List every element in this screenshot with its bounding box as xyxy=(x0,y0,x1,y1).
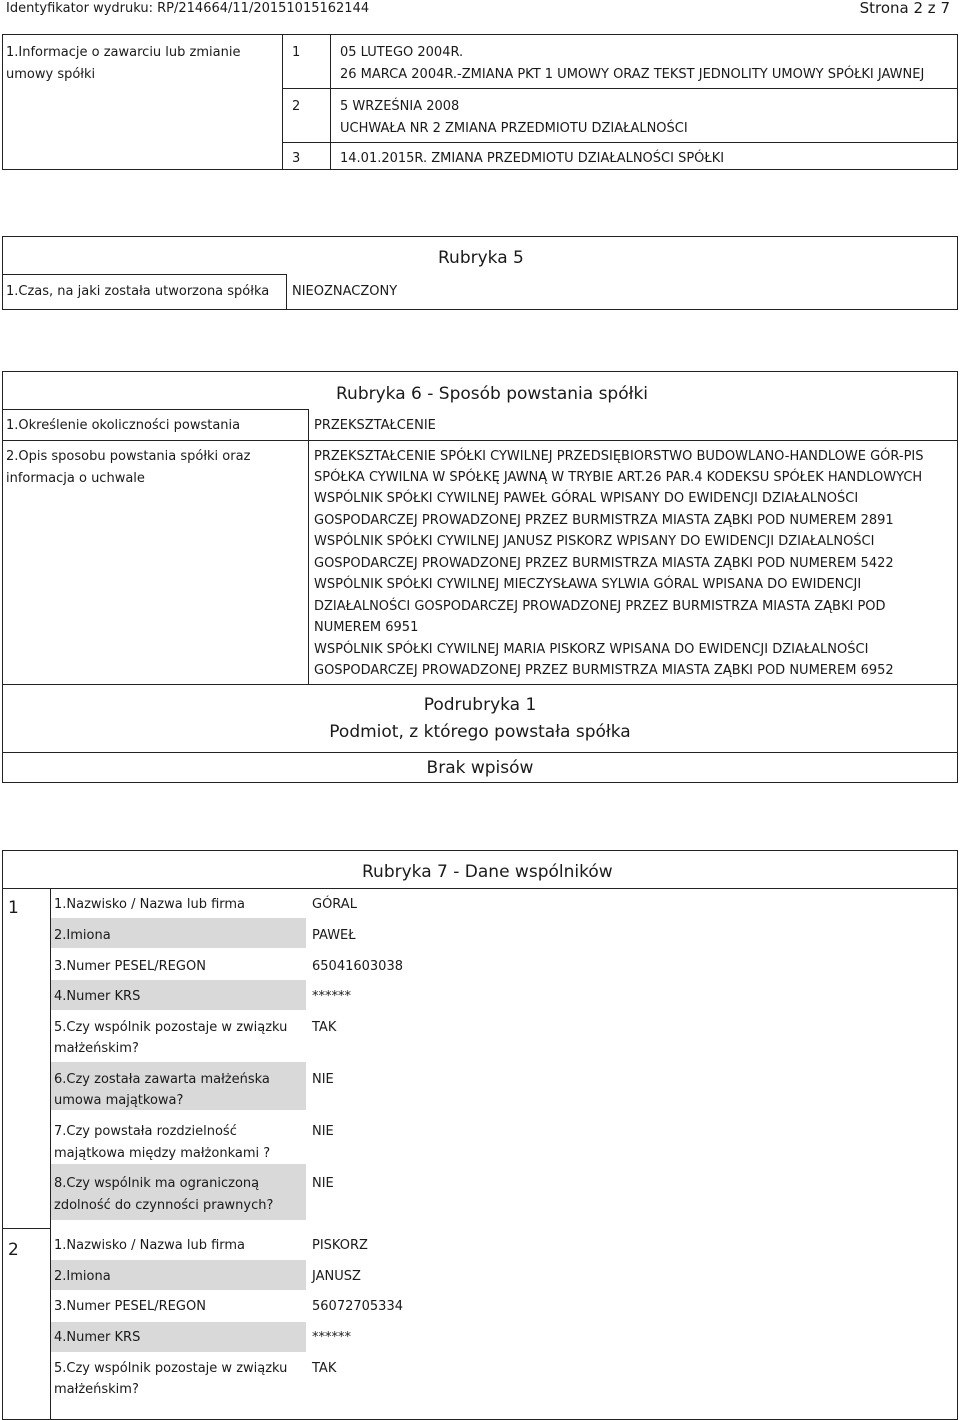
rubryka-6-title: Rubryka 6 - Sposób powstania spółki xyxy=(336,384,649,404)
field-label: 5.Czy wspólnik pozostaje w związku xyxy=(54,1020,288,1035)
rubryka-5-title: Rubryka 5 xyxy=(438,248,524,268)
field-value: ****** xyxy=(312,1330,351,1345)
divider xyxy=(2,1228,50,1229)
field-value: NIEOZNACZONY xyxy=(292,284,398,299)
description-line: SPÓŁKA CYWILNA W SPÓŁKĘ JAWNĄ W TRYBIE ART.26 PAR.4 KODEKSU SPÓŁEK HANDLOWYCH xyxy=(314,470,923,485)
divider xyxy=(282,88,958,89)
description-line: GOSPODARCZEJ PROWADZONEJ PRZEZ BURMISTRZA MIASTA ZĄBKI POD NUMEREM 6952 xyxy=(314,663,894,678)
field-value: GÓRAL xyxy=(312,897,357,912)
field-value: JANUSZ xyxy=(312,1269,361,1284)
field-label: 8.Czy wspólnik ma ograniczoną xyxy=(54,1176,260,1191)
field-label: małżeńskim? xyxy=(54,1041,139,1056)
description-line: WSPÓLNIK SPÓŁKI CYWILNEJ MARIA PISKORZ WPISANA DO EWIDENCJI DZIAŁALNOŚCI xyxy=(314,642,869,657)
field-label: 2.Imiona xyxy=(54,1269,111,1284)
field-value: PRZEKSZTAŁCENIE xyxy=(314,418,436,433)
entry-line: 14.01.2015R. ZMIANA PRZEDMIOTU DZIAŁALNOŚCI SPÓŁKI xyxy=(340,151,725,166)
entry-line: UCHWAŁA NR 2 ZMIANA PRZEDMIOTU DZIAŁALNOŚCI xyxy=(340,121,688,136)
entry-line: 05 LUTEGO 2004R. xyxy=(340,45,464,60)
field-label: 3.Numer PESEL/REGON xyxy=(54,1299,206,1314)
divider xyxy=(282,34,283,170)
entry-number: 3 xyxy=(292,151,301,166)
partner-number: 1 xyxy=(8,898,19,918)
divider xyxy=(330,34,331,170)
field-value: 56072705334 xyxy=(312,1299,403,1314)
divider xyxy=(2,752,958,753)
description-line: GOSPODARCZEJ PROWADZONEJ PRZEZ BURMISTRZA MIASTA ZĄBKI POD NUMEREM 5422 xyxy=(314,556,894,571)
field-label: 4.Numer KRS xyxy=(54,1330,141,1345)
field-value: NIE xyxy=(312,1124,334,1139)
field-label: 6.Czy została zawarta małżeńska xyxy=(54,1072,270,1087)
field-label: 4.Numer KRS xyxy=(54,989,141,1004)
field-label: 2.Imiona xyxy=(54,928,111,943)
field-value: ****** xyxy=(312,989,351,1004)
field-label: 3.Numer PESEL/REGON xyxy=(54,959,206,974)
description-line: NUMEREM 6951 xyxy=(314,620,419,635)
divider xyxy=(286,274,287,310)
description-line: DZIAŁALNOŚCI GOSPODARCZEJ PROWADZONEJ PRZEZ BURMISTRZA MIASTA ZĄBKI POD xyxy=(314,599,886,614)
entry-number: 2 xyxy=(292,99,301,114)
divider xyxy=(50,888,51,1420)
field-label: zdolność do czynności prawnych? xyxy=(54,1198,274,1213)
divider xyxy=(2,440,958,441)
description-line: WSPÓLNIK SPÓŁKI CYWILNEJ JANUSZ PISKORZ WPISANY DO EWIDENCJI DZIAŁALNOŚCI xyxy=(314,534,875,549)
changes-label: 1.Informacje o zawarciu lub zmianie xyxy=(6,45,241,60)
field-label: umowa majątkowa? xyxy=(54,1093,184,1108)
description-line: WSPÓLNIK SPÓŁKI CYWILNEJ MIECZYSŁAWA SYLWIA GÓRAL WPISANA DO EWIDENCJI xyxy=(314,577,862,592)
field-label: informacja o uchwale xyxy=(6,471,145,486)
entry-line: 26 MARCA 2004R.-ZMIANA PKT 1 UMOWY ORAZ TEKST JEDNOLITY UMOWY SPÓŁKI JAWNEJ xyxy=(340,67,925,82)
subsection-subtitle: Podmiot, z którego powstała spółka xyxy=(329,722,631,742)
description-line: WSPÓLNIK SPÓŁKI CYWILNEJ PAWEŁ GÓRAL WPISANY DO EWIDENCJI DZIAŁALNOŚCI xyxy=(314,491,859,506)
no-entries-text: Brak wpisów xyxy=(426,758,534,778)
print-identifier: Identyfikator wydruku: RP/214664/11/20151015162144 xyxy=(6,1,370,16)
field-label: 7.Czy powstała rozdzielność xyxy=(54,1124,237,1139)
divider xyxy=(2,409,308,410)
field-label: 1.Określenie okoliczności powstania xyxy=(6,418,241,433)
field-value: 65041603038 xyxy=(312,959,403,974)
field-label: 1.Czas, na jaki została utworzona spółka xyxy=(6,284,270,299)
description-line: GOSPODARCZEJ PROWADZONEJ PRZEZ BURMISTRZA MIASTA ZĄBKI POD NUMEREM 2891 xyxy=(314,513,894,528)
divider xyxy=(282,142,958,143)
divider xyxy=(2,274,286,275)
subsection-title: Podrubryka 1 xyxy=(423,695,537,715)
field-value: NIE xyxy=(312,1072,334,1087)
divider xyxy=(2,888,958,889)
field-label: majątkowa między małżonkami ? xyxy=(54,1146,271,1161)
field-label: 1.Nazwisko / Nazwa lub firma xyxy=(54,897,246,912)
partner-number: 2 xyxy=(8,1240,19,1260)
entry-number: 1 xyxy=(292,45,301,60)
field-value: NIE xyxy=(312,1176,334,1191)
field-label: 1.Nazwisko / Nazwa lub firma xyxy=(54,1238,246,1253)
field-value: TAK xyxy=(312,1020,337,1035)
entry-line: 5 WRZEŚNIA 2008 xyxy=(340,99,460,114)
changes-label: umowy spółki xyxy=(6,67,96,82)
divider xyxy=(2,684,958,685)
divider xyxy=(308,409,309,684)
field-value: PAWEŁ xyxy=(312,928,356,943)
field-value: PISKORZ xyxy=(312,1238,368,1253)
page-number: Strona 2 z 7 xyxy=(859,0,950,17)
description-line: PRZEKSZTAŁCENIE SPÓŁKI CYWILNEJ PRZEDSIĘBIORSTWO BUDOWLANO-HANDLOWE GÓR-PIS xyxy=(314,449,924,464)
field-value: TAK xyxy=(312,1361,337,1376)
rubryka-7-title: Rubryka 7 - Dane wspólników xyxy=(362,862,613,882)
field-label: 5.Czy wspólnik pozostaje w związku xyxy=(54,1361,288,1376)
field-label: małżeńskim? xyxy=(54,1382,139,1397)
field-label: 2.Opis sposobu powstania spółki oraz xyxy=(6,449,251,464)
